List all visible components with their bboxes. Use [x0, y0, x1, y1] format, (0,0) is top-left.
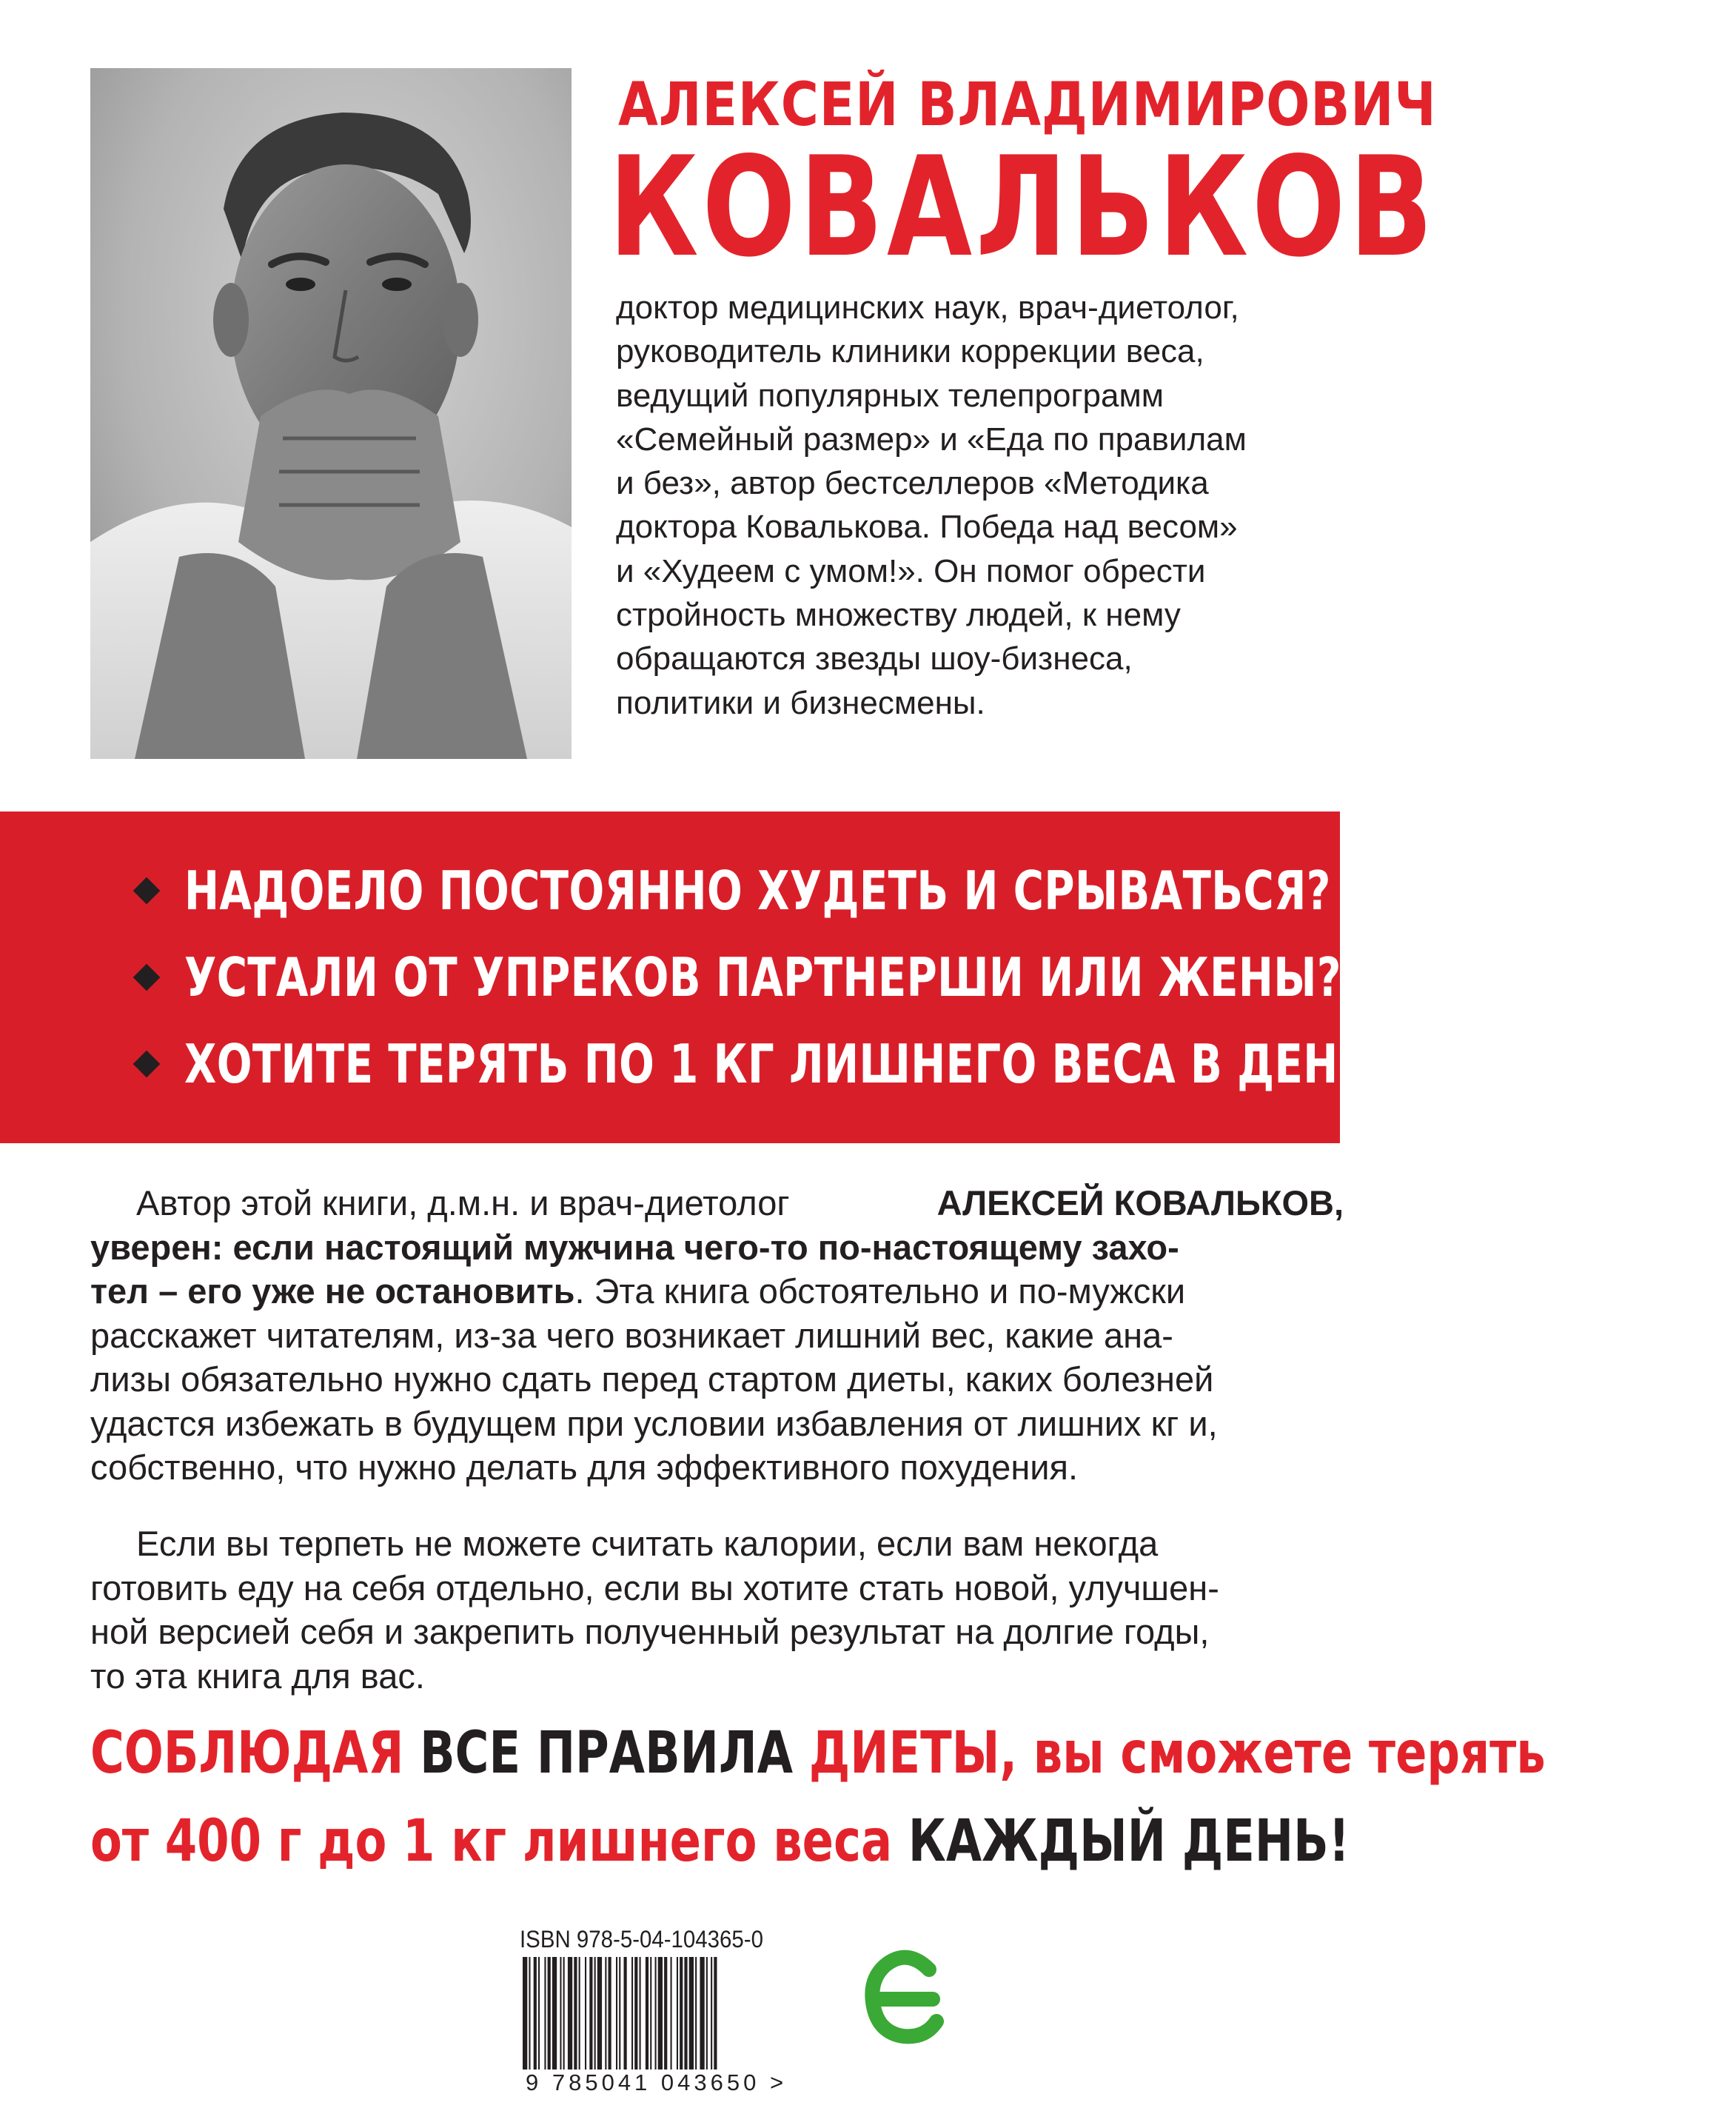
barcode-bar	[568, 1957, 572, 2069]
barcode-bar	[563, 1957, 565, 2069]
bio-line: доктор медицинских наук, врач-диетолог,	[616, 290, 1239, 326]
barcode-bar	[605, 1957, 606, 2069]
slogan-word: ДИЕТЫ,	[808, 1720, 1018, 1787]
paragraph-text: то эта книга для вас.	[90, 1656, 425, 1696]
diamond-bullet-icon	[133, 1051, 161, 1078]
barcode-bar	[671, 1957, 672, 2069]
paragraph-text: удастся избежать в будущем при условии избавления от лишних кг и,	[90, 1403, 1218, 1443]
description-paragraph-1	[90, 1181, 1344, 1490]
barcode-bar	[538, 1957, 540, 2069]
isbn-barcode	[520, 1957, 816, 2069]
slogan-word: от 400 г до 1 кг лишнего веса	[90, 1808, 893, 1875]
paragraph-line	[90, 1402, 1344, 1446]
diamond-bullet-icon	[133, 964, 161, 991]
publisher-logo	[862, 1940, 948, 2058]
slogan-line-1	[90, 1716, 1546, 1790]
bio-line: руководитель клиники коррекции веса,	[616, 333, 1204, 370]
paragraph-text: Если вы терпеть не можете считать калории, если вам некогда	[136, 1524, 1159, 1563]
barcode-digits: 9 785041 043650 >	[526, 2069, 788, 2095]
barcode-bar	[560, 1957, 561, 2069]
bio-line: ведущий популярных телепрограмм	[616, 377, 1164, 414]
barcode-bar	[597, 1957, 602, 2069]
author-first-names: АЛЕКСЕЙ ВЛАДИМИРОВИЧ	[618, 70, 1437, 140]
barcode-bar	[609, 1957, 611, 2069]
barcode-bar	[650, 1957, 651, 2069]
bio-line: обращаются звезды шоу-бизнеса,	[616, 640, 1133, 677]
paragraph-line	[90, 1445, 1344, 1490]
paragraph-line	[90, 1181, 1344, 1225]
bio-line: «Семейный размер» и «Еда по правилам	[616, 421, 1247, 458]
barcode-bar	[677, 1957, 678, 2069]
barcode-bar	[631, 1957, 633, 2069]
barcode-bar	[616, 1957, 617, 2069]
barcode-bar	[619, 1957, 620, 2069]
barcode-bar	[680, 1957, 683, 2069]
paragraph-text: лизы обязательно нужно сдать перед стартом диеты, каких болезней	[90, 1359, 1214, 1399]
barcode-bar	[594, 1957, 596, 2069]
question-item	[137, 854, 1655, 928]
paragraph-bold-text: уверен: если настоящий мужчина чего-то по-настоящему захо-	[90, 1227, 1179, 1267]
paragraph-line	[90, 1522, 1344, 1566]
slogan-line-2	[90, 1804, 1350, 1878]
barcode-bar	[589, 1957, 592, 2069]
bio-line: политики и бизнесмены.	[616, 684, 985, 721]
paragraph-line	[90, 1269, 1344, 1314]
barcode-bar	[695, 1957, 697, 2069]
paragraph-text: собственно, что нужно делать для эффективного похудения.	[90, 1448, 1079, 1487]
question-text: УСТАЛИ ОТ УПРЕКОВ ПАРТНЕРШИ ИЛИ ЖЕНЫ?	[184, 946, 1341, 1008]
paragraph-line	[90, 1654, 1344, 1699]
bio-line: и без», автор бестселлеров «Методика	[616, 465, 1209, 502]
paragraph-text: . Эта книга обстоятельно и по-мужски	[574, 1271, 1186, 1311]
barcode-bar	[523, 1957, 527, 2069]
paragraph-line	[90, 1566, 1344, 1610]
barcode-bar	[700, 1957, 704, 2069]
barcode-bar	[534, 1957, 537, 2069]
paragraph-bold-text: АЛЕКСЕЙ КОВАЛЬКОВ,	[936, 1183, 1344, 1222]
paragraph-line	[90, 1357, 1344, 1402]
slogan-word: КАЖДЫЙ ДЕНЬ!	[908, 1808, 1350, 1875]
eksmo-logo-icon	[862, 1940, 948, 2058]
author-portrait-image	[90, 68, 572, 759]
barcode-bar	[579, 1957, 580, 2069]
bio-line: доктора Ковалькова. Победа над весом»	[616, 509, 1238, 546]
barcode-bar	[706, 1957, 708, 2069]
question-text: НАДОЕЛО ПОСТОЯННО ХУДЕТЬ И СРЫВАТЬСЯ?	[184, 860, 1331, 922]
barcode-bar	[548, 1957, 551, 2069]
barcode-bar	[529, 1957, 530, 2069]
barcode-bar	[640, 1957, 641, 2069]
paragraph-text: ной версией себя и закрепить полученный результат на долгие годы,	[90, 1612, 1210, 1651]
barcode-bar	[634, 1957, 637, 2069]
slogan-word: СОБЛЮДАЯ	[90, 1720, 404, 1787]
paragraph-text: Автор этой книги, д.м.н. и врач-диетолог	[136, 1183, 790, 1222]
barcode-bar	[646, 1957, 649, 2069]
barcode-bar	[544, 1957, 546, 2069]
barcode-bar	[585, 1957, 586, 2069]
question-text: ХОТИТЕ ТЕРЯТЬ ПО 1 КГ ЛИШНЕГО ВЕСА В ДЕНЬ?	[184, 1033, 1395, 1095]
slogan-word: вы сможете терять	[1033, 1720, 1546, 1787]
paragraph-line	[90, 1610, 1344, 1654]
diamond-bullet-icon	[133, 877, 161, 905]
question-item	[137, 1027, 1736, 1101]
barcode-bar	[684, 1957, 687, 2069]
paragraph-text: готовить еду на себя отдельно, если вы хотите стать новой, улучшен-	[90, 1567, 1219, 1607]
author-bio	[616, 286, 1401, 725]
slogan-word: ВСЕ ПРАВИЛА	[420, 1720, 793, 1787]
barcode-bar	[552, 1957, 557, 2069]
description-paragraph-2	[90, 1522, 1344, 1698]
author-surname: КОВАЛЬКОВ	[609, 127, 1437, 287]
barcode-bar	[655, 1957, 657, 2069]
barcode-bar	[714, 1957, 717, 2069]
bio-line: и «Худеем с умом!». Он помог обрести	[616, 552, 1206, 589]
paragraph-text: расскажет читателям, из-за чего возникает лишний вес, какие ана-	[90, 1315, 1173, 1355]
question-item	[137, 940, 1668, 1014]
bio-line: стройность множеству людей, к нему	[616, 597, 1181, 634]
paragraph-bold-text: тел – его уже не остановить	[90, 1271, 575, 1311]
barcode-bar	[658, 1957, 663, 2069]
barcode-bar	[574, 1957, 577, 2069]
isbn-label: ISBN 978-5-04-104365-0	[520, 1926, 763, 1953]
author-photo	[90, 68, 572, 759]
barcode-bar	[624, 1957, 627, 2069]
barcode-bar	[664, 1957, 667, 2069]
barcode-bar	[689, 1957, 694, 2069]
barcode-bars	[520, 1957, 816, 2069]
paragraph-line	[90, 1314, 1344, 1358]
paragraph-line	[90, 1225, 1344, 1270]
barcode-bar	[711, 1957, 712, 2069]
